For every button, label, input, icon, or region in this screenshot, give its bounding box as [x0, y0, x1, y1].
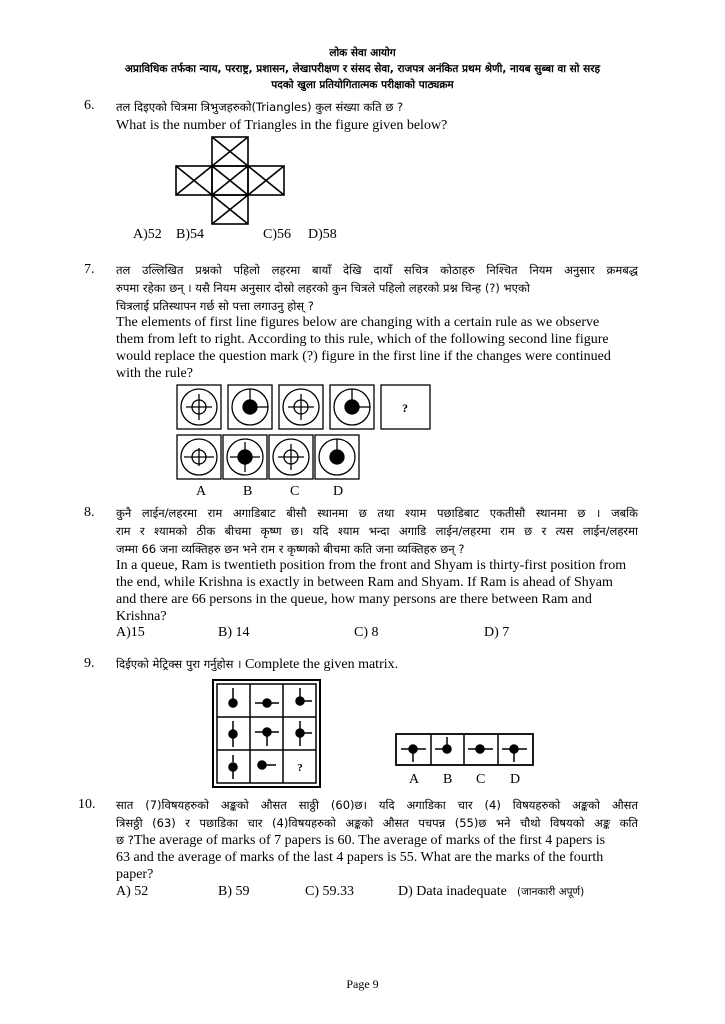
q9-label-b: B: [443, 772, 453, 787]
q10-option-c: C) 59.33: [305, 884, 354, 899]
q7-text-np-3: चित्रलाई प्रतिस्थापन गर्छ सो पत्ता लगाउनु होस् ?: [116, 299, 314, 313]
q10-text-np-1: सात (7)विषयहरुको अङ्कको औसत साठ्ठी (60)छ। यदि अगाडिका चार (4) विषयहरुको अङ्कको औसत: [116, 798, 638, 812]
q8-text-en-3: and there are 66 persons in the queue, how many persons are there between Ram and: [116, 592, 592, 607]
q8-text-np-2: राम र श्यामको ठीक बीचमा कृष्ण छ। यदि श्याम भन्दा अगाडि लाईन/लहरमा राम छ र त्यस लाईन/लहरमा: [116, 524, 638, 538]
q9-text-en: Complete the given matrix.: [244, 657, 399, 672]
q10-text-en-3: paper?: [116, 867, 154, 882]
header-subtitle: अप्राविधिक तर्फका न्याय, परराष्ट्र, प्रशासन, लेखापरीक्षण र संसद सेवा, राजपत्र अनंकित प्रथम श्रेणी, नायब सुब्बा वा सो सरह: [124, 63, 601, 75]
q8-text-en-1: In a queue, Ram is twentieth position from the front and Shyam is thirty-first position from: [116, 558, 627, 573]
page-number: Page 9: [346, 977, 379, 991]
q7-answer-figures: [176, 434, 362, 482]
q8-option-a: A)15: [116, 625, 145, 640]
q7-number: 7.: [84, 262, 95, 277]
q6-option-b: B)54: [176, 227, 204, 242]
q7-text-np-1: तल उल्लिखित प्रश्नको पहिलो लहरमा बायाँ देखि दायाँ सचित्र कोठाहरु निश्चित नियम अनुसार क्रमबद्ध: [116, 263, 638, 277]
q9-label-a: A: [409, 772, 420, 787]
q10-number: 10.: [78, 797, 96, 812]
q8-text-en-4: Krishna?: [116, 609, 167, 624]
q10-option-b: B) 59: [218, 884, 250, 899]
q7-problem-figures: [176, 384, 432, 432]
header-subtitle-2: पदको खुला प्रतियोगितात्मक परीक्षाको पाठ्यक्रम: [271, 79, 454, 91]
q6-option-a: A)52: [133, 227, 162, 242]
q10-text-np-3: छ ?: [116, 833, 134, 847]
q9-number: 9.: [84, 656, 95, 671]
q8-option-d: D) 7: [484, 625, 510, 640]
q7-label-b: B: [243, 484, 253, 499]
q10-option-d: D) Data inadequate: [398, 884, 507, 899]
q8-option-c: C) 8: [354, 625, 379, 640]
q7-text-en-4: with the rule?: [116, 366, 193, 381]
q8-text-en-2: the end, while Krishna is exactly in between Ram and Shyam. If Ram is ahead of Shyam: [116, 575, 613, 590]
q7-label-a: A: [196, 484, 207, 499]
q10-option-d-np: (जानकारी अपूर्ण): [517, 886, 585, 898]
q9-answer-figures: [395, 733, 535, 767]
q7-label-c: C: [290, 484, 300, 499]
q7-text-en-1: The elements of first line figures below are changing with a certain rule as we observe: [116, 315, 600, 330]
q7-text-en-3: would replace the question mark (?) figure in the first line if the changes were continued: [116, 349, 611, 364]
q9-label-c: C: [476, 772, 486, 787]
q6-option-c: C)56: [263, 227, 291, 242]
q9-label-d: D: [510, 772, 521, 787]
q9-question-mark: ?: [297, 762, 303, 774]
q6-text-en: What is the number of Triangles in the figure given below?: [116, 118, 448, 133]
q7-text-en-2: them from left to right. According to this rule, which of the following second line figure: [116, 332, 609, 347]
q9-matrix: [212, 679, 322, 789]
q9-text-np: दिईएको मेट्रिक्स पुरा गर्नुहोस ।: [116, 657, 242, 671]
q10-text-en-1: The average of marks of 7 papers is 60. The average of marks of the first 4 papers is: [133, 833, 606, 848]
q8-option-b: B) 14: [218, 625, 250, 640]
q8-text-np-1: कुनै लाईन/लहरमा राम अगाडिबाट बीसौ स्थानमा छ तथा श्याम पछाडिबाट एकतीसौ स्थानमा छ । जबकि: [116, 506, 638, 520]
q10-text-en-2: 63 and the average of marks of the last 4 papers is 55. What are the marks of the fourth: [116, 850, 604, 865]
q8-text-np-3: जम्मा 66 जना व्यक्तिहरु छन भने राम र कृष्णको बीचमा कति जना व्यक्तिहरु छन् ?: [116, 542, 465, 556]
header-title: लोक सेवा आयोग: [329, 47, 396, 59]
q6-number: 6.: [84, 98, 95, 113]
q7-text-np-2: रुपमा रहेका छन् । यसै नियम अनुसार दोस्रो लहरको कुन चित्रले पहिलो लहरको प्रश्न चिन्ह (?) भएको: [116, 281, 530, 295]
q8-number: 8.: [84, 505, 95, 520]
q6-figure: [176, 135, 286, 235]
q7-question-mark: ?: [402, 401, 408, 415]
q6-text-np: तल दिइएको चित्रमा त्रिभुजहरुको(Triangles) कुल संख्या कति छ ?: [116, 100, 404, 114]
q10-text-np-2: त्रिसठ्ठी (63) र पछाडिका चार (4)विषयहरुको अङ्कको औसत पचपन्न (55)छ भने चौथो विषयको अङ्क कति: [116, 816, 638, 830]
q10-option-a: A) 52: [116, 884, 149, 899]
q7-label-d: D: [333, 484, 344, 499]
q6-option-d: D)58: [308, 227, 337, 242]
